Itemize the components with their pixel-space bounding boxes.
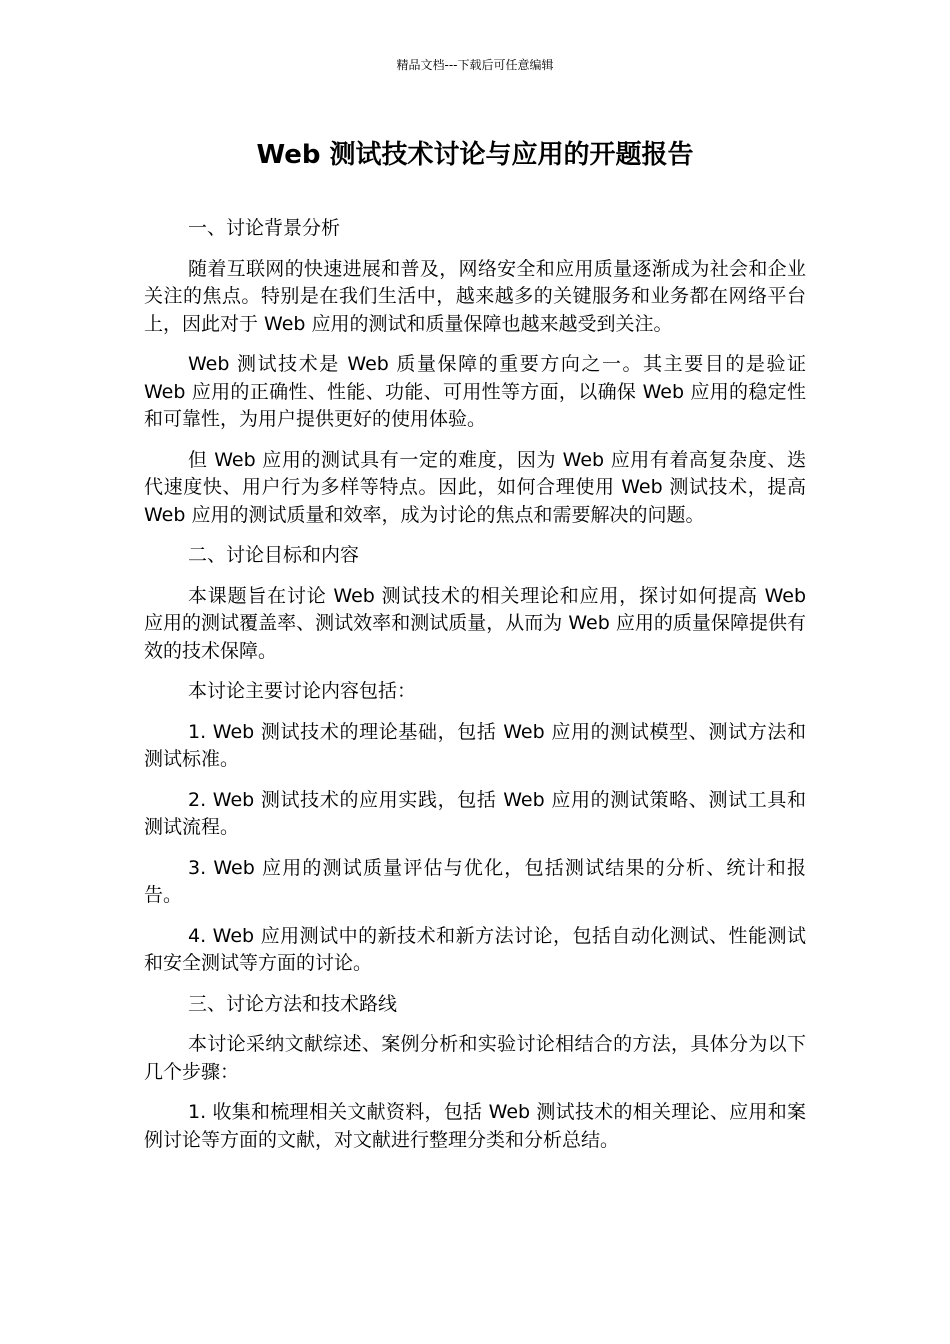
page-header-note: 精品文档---下载后可任意编辑 <box>396 58 554 72</box>
section-heading-methods: 三、讨论方法和技术路线 <box>188 992 398 1015</box>
paragraph: 但 Web 应用的测试具有一定的难度，因为 Web 应用有着高复杂度、迭代速度快、用户行为多样等特点。因此，如何合理使用 Web 测试技术，提高 Web 应用的测试质量和效率，成为讨论的焦点和需要解决的问题。 <box>144 448 806 526</box>
document-body <box>144 215 806 1167</box>
paragraph: 本课题旨在讨论 Web 测试技术的相关理论和应用，探讨如何提高 Web 应用的测试覆盖率、测试效率和测试质量，从而为 Web 应用的质量保障提供有效的技术保障。 <box>144 584 806 662</box>
list-item: 3. Web 应用的测试质量评估与优化，包括测试结果的分析、统计和报告。 <box>144 856 806 906</box>
section-heading-goals: 二、讨论目标和内容 <box>188 544 360 566</box>
list-item: 2. Web 测试技术的应用实践，包括 Web 应用的测试策略、测试工具和测试流程。 <box>144 788 806 838</box>
list-item: 1. 收集和梳理相关文献资料，包括 Web 测试技术的相关理论、应用和案例讨论等方面的文献，对文献进行整理分类和分析总结。 <box>144 1101 806 1151</box>
paragraph: Web 测试技术是 Web 质量保障的重要方向之一。其主要目的是验证 Web 应用的正确性、性能、功能、可用性等方面，以确保 Web 应用的稳定性和可靠性，为用户提供更好的使用体验。 <box>144 353 806 430</box>
list-item: 4. Web 应用测试中的新技术和新方法讨论，包括自动化测试、性能测试和安全测试等方面的讨论。 <box>144 924 806 974</box>
document-title: Web 测试技术讨论与应用的开题报告 <box>256 140 694 170</box>
paragraph: 随着互联网的快速进展和普及，网络安全和应用质量逐渐成为社会和企业关注的焦点。特别是在我们生活中，越来越多的关键服务和业务都在网络平台上，因此对于 Web 应用的测试和质量保障也越来越受到关注。 <box>144 257 806 335</box>
paragraph: 本讨论采纳文献综述、案例分析和实验讨论相结合的方法，具体分为以下几个步骤： <box>144 1033 806 1083</box>
section-heading-background: 一、讨论背景分析 <box>188 217 341 239</box>
list-item: 1. Web 测试技术的理论基础，包括 Web 应用的测试模型、测试方法和测试标准。 <box>144 720 806 770</box>
paragraph: 本讨论主要讨论内容包括： <box>188 680 417 702</box>
